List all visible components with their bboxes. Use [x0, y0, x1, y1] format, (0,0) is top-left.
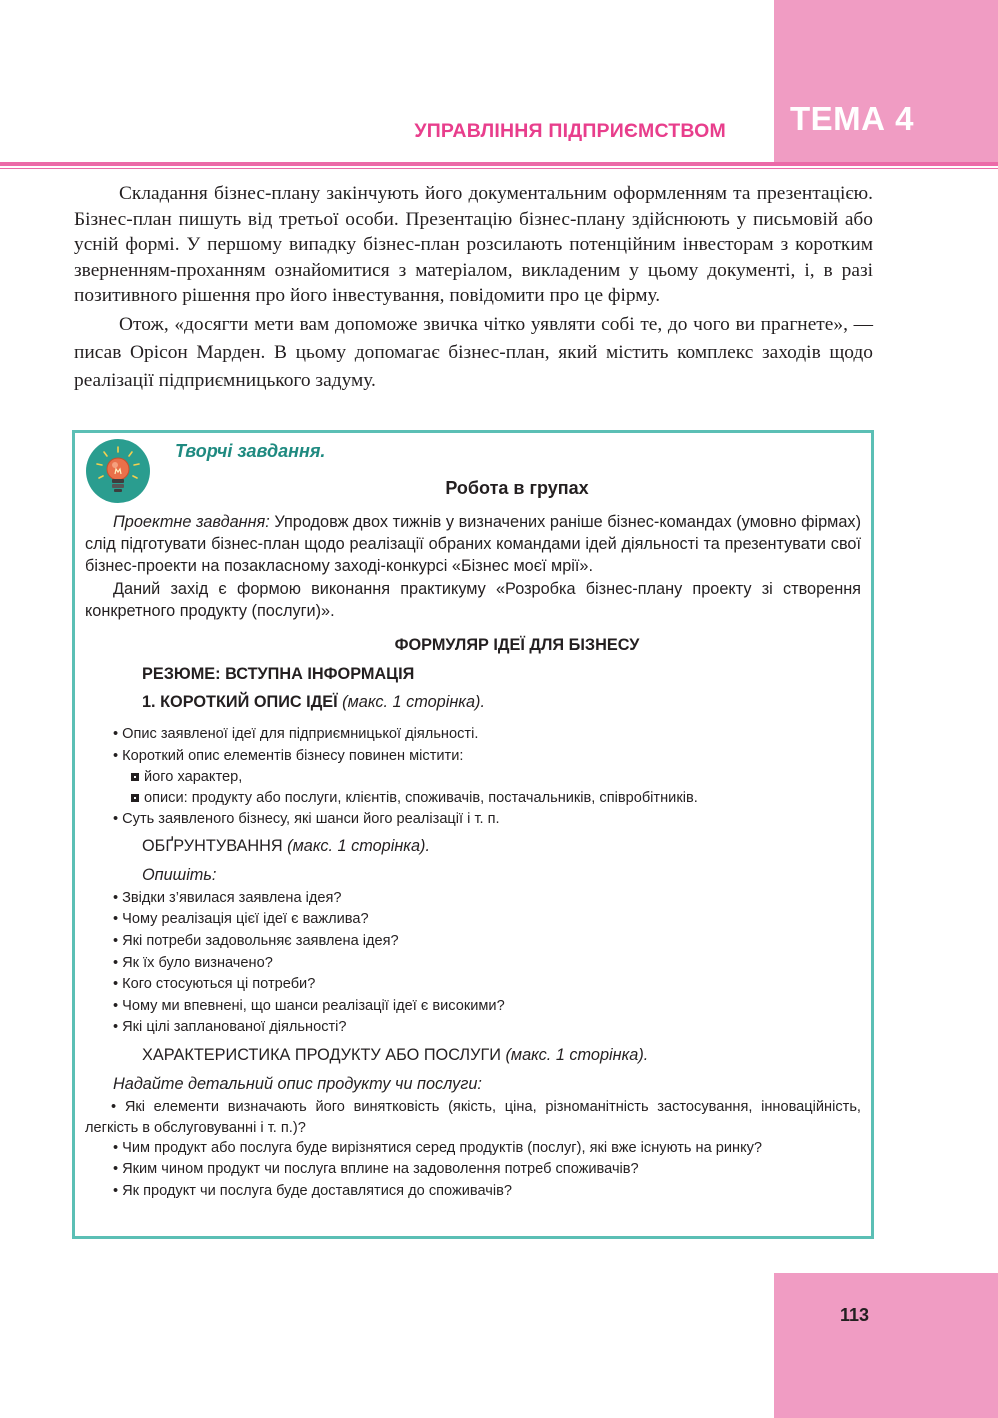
- bullet-icon: •: [113, 1019, 119, 1035]
- list-item-text: Які цілі запланованої діяльності?: [122, 1019, 347, 1035]
- bullet-icon: •: [113, 890, 119, 906]
- project-task-label: Проектне завдання:: [113, 513, 270, 531]
- bullet-icon: •: [113, 955, 119, 971]
- header-rule-thin: [0, 168, 998, 169]
- body-paragraph-2: Отож, «досягти мети вам допоможе звичка чітко уявляти собі те, до чого ви прагнете», — писав Орісон Марден. В цьому допомагає бізнес-план, який містить комплекс заходів щодо реалізації підприємницького задуму.: [74, 313, 873, 391]
- list-item: [113, 911, 369, 927]
- square-bullet-icon: [131, 794, 139, 802]
- list-item: [113, 811, 500, 827]
- list-item: [113, 976, 315, 992]
- short-description-heading: [142, 693, 485, 712]
- list-item-text: Які елементи визначають його винятковість (якість, ціна, різноманітність застосування, інноваційність, легкість в обслуговуванні і т. п.)?: [85, 1099, 861, 1136]
- list-item-text: Суть заявленого бізнесу, які шанси його реалізації і т. п.: [122, 811, 500, 827]
- list-item-long: [85, 1097, 861, 1139]
- list-item: [113, 726, 478, 742]
- project-task-text: Упродовж двох тижнів у визначених раніше бізнес-командах (умовно фірмах) слід підготувати бізнес-план щодо реалізації обраних командами ідей діяльності та презентувати свої бізнес-проекти на позакласному заході-конкурсі «Бізнес моєї мрії».: [85, 513, 861, 575]
- creative-tasks-heading: Творчі завдання.: [175, 441, 326, 461]
- list-item: [113, 1019, 347, 1035]
- header-rule: [0, 162, 998, 166]
- list-item-text: Короткий опис елементів бізнесу повинен містити:: [122, 748, 464, 764]
- sub-list-item-text: описи: продукту або послуги, клієнтів, споживачів, постачальників, співробітників.: [144, 790, 698, 806]
- list-item: [113, 1161, 639, 1177]
- list-item: [113, 748, 463, 764]
- sub-list-item: [131, 769, 242, 785]
- page-number: 113: [840, 1305, 870, 1325]
- workshop-paragraph: [85, 578, 861, 622]
- tema-label: ТЕМА 4: [790, 100, 915, 137]
- bullet-icon: •: [111, 1099, 117, 1115]
- group-work-heading: Робота в групах: [445, 478, 589, 498]
- list-item-text: Опис заявленої ідеї для підприємницької діяльності.: [122, 726, 479, 742]
- list-item-text: Чому реалізація цієї ідеї є важлива?: [122, 911, 369, 927]
- product-note: (макс. 1 сторінка).: [500, 1046, 649, 1064]
- section-title: УПРАВЛІННЯ ПІДПРИЄМСТВОМ: [414, 120, 726, 142]
- list-item-text: Кого стосуються ці потреби?: [122, 976, 316, 992]
- bullet-icon: •: [113, 811, 119, 827]
- justification-title: ОБҐРУНТУВАННЯ: [142, 837, 283, 855]
- project-task-paragraph: [85, 511, 861, 577]
- list-item: [113, 1140, 762, 1156]
- list-item-text: Які потреби задовольняє заявлена ідея?: [122, 933, 399, 949]
- bullet-icon: •: [113, 933, 119, 949]
- bullet-icon: •: [113, 1161, 119, 1177]
- product-prompt: Надайте детальний опис продукту чи послуги:: [113, 1075, 482, 1093]
- list-item: [113, 1183, 512, 1199]
- short-description-note: (макс. 1 сторінка).: [337, 693, 485, 711]
- justification-note: (макс. 1 сторінка).: [282, 837, 430, 855]
- list-item-text: Як продукт чи послуга буде доставлятися до споживачів?: [122, 1183, 512, 1199]
- bullet-icon: •: [113, 748, 119, 764]
- resume-heading: РЕЗЮМЕ: ВСТУПНА ІНФОРМАЦІЯ: [142, 665, 415, 683]
- sub-list-item: [131, 790, 698, 806]
- workshop-text: Даний захід є формою виконання практикуму «Розробка бізнес-плану проекту зі створення конкретного продукту (послуги)».: [85, 580, 861, 620]
- body-paragraph-1: Складання бізнес-плану закінчують його документальним оформленням та презентацією. Бізнес-план пишуть від третьої особи. Презентацію бізнес-плану здійснюють у письмовій або усній формі. У першому випадку бізнес-план розсилають потенційним інвесторам з коротким зверненням-проханням ознайомитися з матеріалом, викладеним у цьому документі, і, в разі позитивного рішення про його інвестування, повідомити про це фірму.: [74, 183, 873, 306]
- short-description-title: 1. КОРОТКИЙ ОПИС ІДЕЇ: [142, 693, 338, 711]
- bullet-icon: •: [113, 1183, 119, 1199]
- product-heading: [142, 1046, 648, 1065]
- bullet-icon: •: [113, 998, 119, 1014]
- bullet-icon: •: [113, 726, 119, 742]
- list-item: [113, 955, 273, 971]
- bullet-icon: •: [113, 976, 119, 992]
- list-item-text: Звідки з’явилася заявлена ідея?: [122, 890, 342, 906]
- list-item: [113, 933, 399, 949]
- bullet-icon: •: [113, 1140, 119, 1156]
- list-item: [113, 998, 505, 1014]
- lightbulb-icon: [85, 438, 151, 504]
- sub-list-item-text: його характер,: [144, 769, 243, 785]
- describe-label: Опишіть:: [142, 866, 217, 884]
- list-item-text: Чим продукт або послуга буде вирізнятися серед продуктів (послуг), які вже існують на ринку?: [122, 1140, 763, 1156]
- list-item: [113, 890, 342, 906]
- product-title: ХАРАКТЕРИСТИКА ПРОДУКТУ АБО ПОСЛУГИ: [142, 1046, 501, 1064]
- justification-heading: [142, 837, 430, 856]
- list-item-text: Як їх було визначено?: [122, 955, 273, 971]
- page-number-tab: [774, 1273, 998, 1418]
- list-item-text: Яким чином продукт чи послуга вплине на задоволення потреб споживачів?: [122, 1161, 639, 1177]
- form-title: ФОРМУЛЯР ІДЕЇ ДЛЯ БІЗНЕСУ: [394, 636, 640, 654]
- list-item-text: Чому ми впевнені, що шанси реалізації ідеї є високими?: [122, 998, 505, 1014]
- body-text: [74, 181, 873, 395]
- bullet-icon: •: [113, 911, 119, 927]
- square-bullet-icon: [131, 773, 139, 781]
